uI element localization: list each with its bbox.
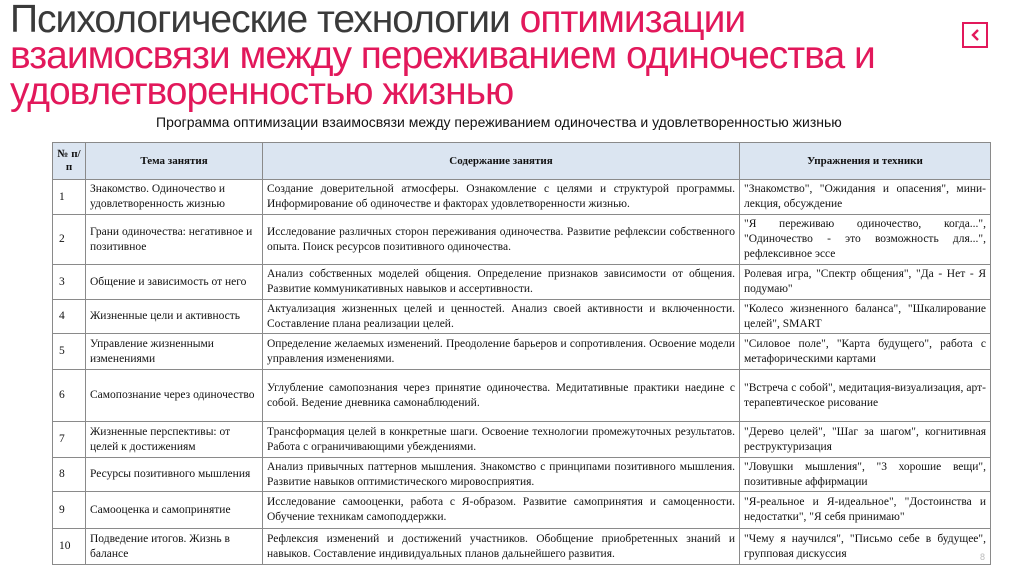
row-number: 7 (53, 422, 86, 458)
row-content: Создание доверительной атмосферы. Ознакомление с целями и структурой программы. Информирование об одиночестве и факторах удовлетворенности жизнью. (263, 180, 740, 215)
row-content: Рефлексия изменений и достижений участников. Обобщение приобретенных знаний и навыков. Составление индивидуальных планов дальнейшего развития. (263, 529, 740, 565)
row-number: 6 (53, 370, 86, 422)
col-header-topic: Тема занятия (86, 143, 263, 180)
row-number: 10 (53, 529, 86, 565)
row-exercises: "Я-реальное и Я-идеальное", "Достоинства и недостатки", "Я себя принимаю" (740, 492, 991, 529)
row-topic: Общение и зависимость от него (86, 265, 263, 300)
row-content: Актуализация жизненных целей и ценностей. Анализ своей активности и включенности. Составление плана реализации целей. (263, 300, 740, 334)
slide-title (10, 0, 940, 113)
table-row (53, 458, 991, 492)
row-exercises: "Силовое поле", "Карта будущего", работа с метафорическими картами (740, 334, 991, 370)
row-topic: Грани одиночества: негативное и позитивное (86, 215, 263, 265)
table-row (53, 529, 991, 565)
row-exercises: "Знакомство", "Ожидания и опасения", мини-лекция, обсуждение (740, 180, 991, 215)
row-topic: Самопознание через одиночество (86, 370, 263, 422)
row-topic: Подведение итогов. Жизнь в балансе (86, 529, 263, 565)
col-header-exercises: Упражнения и техники (740, 143, 991, 180)
title-accent-part: оптимизации взаимосвязи между переживанием одиночества и удовлетворенностью жизнью (10, 0, 875, 113)
row-number: 3 (53, 265, 86, 300)
row-topic: Знакомство. Одиночество и удовлетворенность жизнью (86, 180, 263, 215)
row-topic: Самооценка и самопринятие (86, 492, 263, 529)
row-number: 2 (53, 215, 86, 265)
row-content: Исследование различных сторон переживания одиночества. Развитие рефлексии собственного опыта. Поиск ресурсов позитивного одиночества. (263, 215, 740, 265)
row-exercises: Ролевая игра, "Спектр общения", "Да - Нет - Я подумаю" (740, 265, 991, 300)
table-row (53, 265, 991, 300)
table-row (53, 180, 991, 215)
title-dark-part: Психологические технологии (10, 0, 520, 41)
table-row (53, 370, 991, 422)
col-header-number: № п/п (53, 143, 86, 180)
row-number: 4 (53, 300, 86, 334)
table-row (53, 422, 991, 458)
row-exercises: "Чему я научился", "Письмо себе в будущее", групповая дискуссия (740, 529, 991, 565)
table-row (53, 334, 991, 370)
table-caption: Программа оптимизации взаимосвязи между переживанием одиночества и удовлетворенностью жизнью (156, 114, 842, 130)
page-number: 8 (980, 552, 986, 562)
row-number: 5 (53, 334, 86, 370)
program-table (52, 142, 991, 565)
row-number: 1 (53, 180, 86, 215)
row-number: 9 (53, 492, 86, 529)
row-content: Углубление самопознания через принятие одиночества. Медитативные практики наедине с собой. Ведение дневника самонаблюдений. (263, 370, 740, 422)
col-header-content: Содержание занятия (263, 143, 740, 180)
row-exercises: "Встреча с собой", медитация-визуализация, арт-терапевтическое рисование (740, 370, 991, 422)
back-button[interactable] (962, 22, 988, 48)
row-exercises: "Ловушки мышления", "3 хорошие вещи", позитивные аффирмации (740, 458, 991, 492)
row-topic: Ресурсы позитивного мышления (86, 458, 263, 492)
row-content: Трансформация целей в конкретные шаги. Освоение технологии промежуточных результатов. Работа с ограничивающими убеждениями. (263, 422, 740, 458)
row-topic: Жизненные перспективы: от целей к достижениям (86, 422, 263, 458)
table-row (53, 492, 991, 529)
row-exercises: "Колесо жизненного баланса", "Шкалирование целей", SMART (740, 300, 991, 334)
back-arrow-icon (969, 28, 981, 42)
row-topic: Управление жизненными изменениями (86, 334, 263, 370)
table-row (53, 300, 991, 334)
row-exercises: "Я переживаю одиночество, когда...", "Одиночество - это возможность для...", рефлексивное эссе (740, 215, 991, 265)
row-content: Анализ собственных моделей общения. Определение признаков зависимости от общения. Развитие коммуникативных навыков и ассертивности. (263, 265, 740, 300)
table-header-row (53, 143, 991, 180)
row-content: Определение желаемых изменений. Преодоление барьеров и сопротивления. Освоение модели управления изменениями. (263, 334, 740, 370)
row-content: Исследование самооценки, работа с Я-образом. Развитие самопринятия и самоценности. Обучение техникам самоподдержки. (263, 492, 740, 529)
row-exercises: "Дерево целей", "Шаг за шагом", когнитивная реструктуризация (740, 422, 991, 458)
row-content: Анализ привычных паттернов мышления. Знакомство с принципами позитивного мышления. Развитие навыков оптимистического мировосприятия. (263, 458, 740, 492)
row-number: 8 (53, 458, 86, 492)
table-row (53, 215, 991, 265)
row-topic: Жизненные цели и активность (86, 300, 263, 334)
